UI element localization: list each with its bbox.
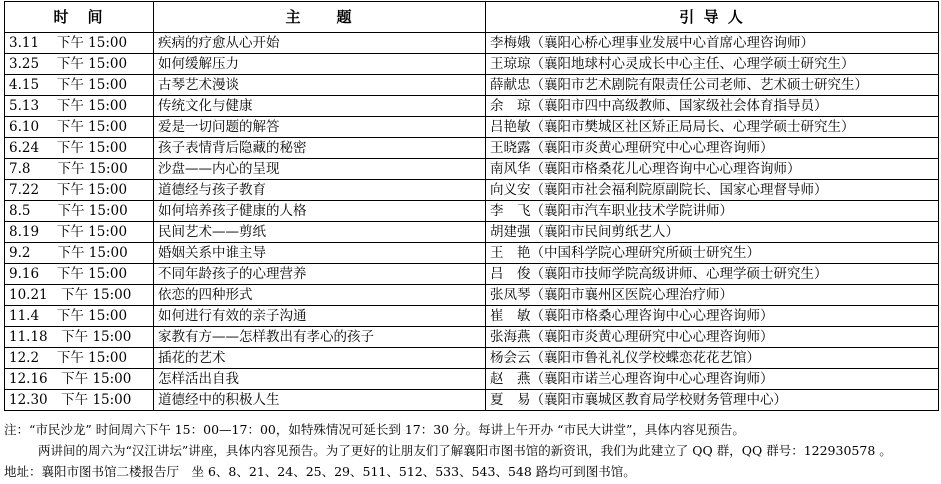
topic-cell: 如何培养孩子健康的人格 [154,201,486,222]
table-row [5,117,939,138]
topic-cell: 古琴艺术漫谈 [154,75,486,96]
table-row [5,264,939,285]
speaker-cell: 李梅娥（襄阳心桥心理事业发展中心首席心理咨询师） [486,33,939,54]
table-row [5,285,939,306]
topic-cell: 道德经中的积极人生 [154,390,486,411]
speaker-cell: 胡建强（襄阳市民间剪纸艺人） [486,222,939,243]
speaker-cell: 南风华（襄阳市格桑花儿心理咨询中心心理咨询师） [486,159,939,180]
speaker-cell: 张凤琴（襄阳市襄州区医院心理治疗师） [486,285,939,306]
speaker-cell: 向义安（襄阳市社会福利院原副院长、国家心理督导师） [486,180,939,201]
topic-cell: 爱是一切问题的解答 [154,117,486,138]
topic-cell: 插花的艺术 [154,348,486,369]
speaker-cell: 王琼琼（襄阳地球村心灵成长中心主任、心理学硕士研究生） [486,54,939,75]
topic-cell: 不同年龄孩子的心理营养 [154,264,486,285]
schedule-table [4,1,939,411]
time-cell: 10.21 下午 15:00 [5,285,154,306]
header-speaker: 引 导 人 [486,2,939,33]
speaker-cell: 王 艳（中国科学院心理研究所硕士研究生） [486,243,939,264]
note-line-2: 两讲间的周六为“汉江讲坛”讲座，具体内容见预告。为了更好的让朋友们了解襄阳市图书馆的新资讯，我们为此建立了 QQ 群，QQ 群号：122930578 。 [38,443,892,458]
speaker-cell: 王晓露（襄阳市炎黄心理研究中心心理咨询师） [486,138,939,159]
speaker-cell: 吕艳敏（襄阳市樊城区社区矫正局局长、心理学硕士研究生） [486,117,939,138]
topic-cell: 依恋的四种形式 [154,285,486,306]
topic-cell: 沙盘——内心的呈现 [154,159,486,180]
notes-section [4,419,938,482]
table-row [5,159,939,180]
time-cell: 11.18 下午 15:00 [5,327,154,348]
table-row [5,201,939,222]
table-row [5,390,939,411]
time-cell: 12.30 下午 15:00 [5,390,154,411]
topic-cell: 孩子表情背后隐藏的秘密 [154,138,486,159]
topic-cell: 如何缓解压力 [154,54,486,75]
table-row [5,96,939,117]
table-row [5,369,939,390]
time-cell: 5.13 下午 15:00 [5,96,154,117]
topic-cell: 传统文化与健康 [154,96,486,117]
time-cell: 4.15 下午 15:00 [5,75,154,96]
topic-cell: 道德经与孩子教育 [154,180,486,201]
time-cell: 8.19 下午 15:00 [5,222,154,243]
speaker-cell: 余 琼（襄阳市四中高级教师、国家级社会体育指导员） [486,96,939,117]
table-row [5,348,939,369]
speaker-cell: 李 飞（襄阳市汽车职业技术学院讲师） [486,201,939,222]
note-line-1: 注：“市民沙龙” 时间周六下午 15：00—17：00，如特殊情况可延长到 17：30 分。每讲上午开办 “市民大讲堂”，具体内容见预告。 [4,422,745,437]
table-row [5,33,939,54]
topic-cell: 疾病的疗愈从心开始 [154,33,486,54]
time-cell: 6.24 下午 15:00 [5,138,154,159]
table-row [5,75,939,96]
table-row [5,243,939,264]
header-topic: 主 题 [154,2,486,33]
speaker-cell: 吕 俊（襄阳市技师学院高级讲师、心理学硕士研究生） [486,264,939,285]
table-header-row [5,2,939,33]
table-row [5,180,939,201]
topic-cell: 怎样活出自我 [154,369,486,390]
speaker-cell: 夏 易（襄阳市襄城区教育局学校财务管理中心） [486,390,939,411]
speaker-cell: 薛献忠（襄阳市艺术剧院有限责任公司老师、艺术硕士研究生） [486,75,939,96]
time-cell: 9.16 下午 15:00 [5,264,154,285]
speaker-cell: 杨会云（襄阳市鲁礼礼仪学校蝶恋花花艺馆） [486,348,939,369]
topic-cell: 家教有方——怎样教出有孝心的孩子 [154,327,486,348]
table-row [5,54,939,75]
time-cell: 12.2 下午 15:00 [5,348,154,369]
header-time: 时 间 [5,2,154,33]
topic-cell: 婚姻关系中谁主导 [154,243,486,264]
table-row [5,222,939,243]
time-cell: 11.4 下午 15:00 [5,306,154,327]
time-cell: 3.11 下午 15:00 [5,33,154,54]
speaker-cell: 崔 敏（襄阳市格桑心理咨询中心心理咨询师） [486,306,939,327]
time-cell: 3.25 下午 15:00 [5,54,154,75]
time-cell: 12.16 下午 15:00 [5,369,154,390]
table-row [5,306,939,327]
speaker-cell: 张海燕（襄阳市炎黄心理研究中心心理咨询师） [486,327,939,348]
time-cell: 6.10 下午 15:00 [5,117,154,138]
address-line: 地址：襄阳市图书馆二楼报告厅 坐 6、8、21、24、25、29、511、512、533、543、548 路均可到图书馆。 [4,464,636,479]
topic-cell: 民间艺术——剪纸 [154,222,486,243]
time-cell: 7.8 下午 15:00 [5,159,154,180]
topic-cell: 如何进行有效的亲子沟通 [154,306,486,327]
time-cell: 7.22 下午 15:00 [5,180,154,201]
time-cell: 9.2 下午 15:00 [5,243,154,264]
speaker-cell: 赵 燕（襄阳市诺兰心理咨询中心心理咨询师） [486,369,939,390]
table-row [5,138,939,159]
time-cell: 8.5 下午 15:00 [5,201,154,222]
table-row [5,327,939,348]
